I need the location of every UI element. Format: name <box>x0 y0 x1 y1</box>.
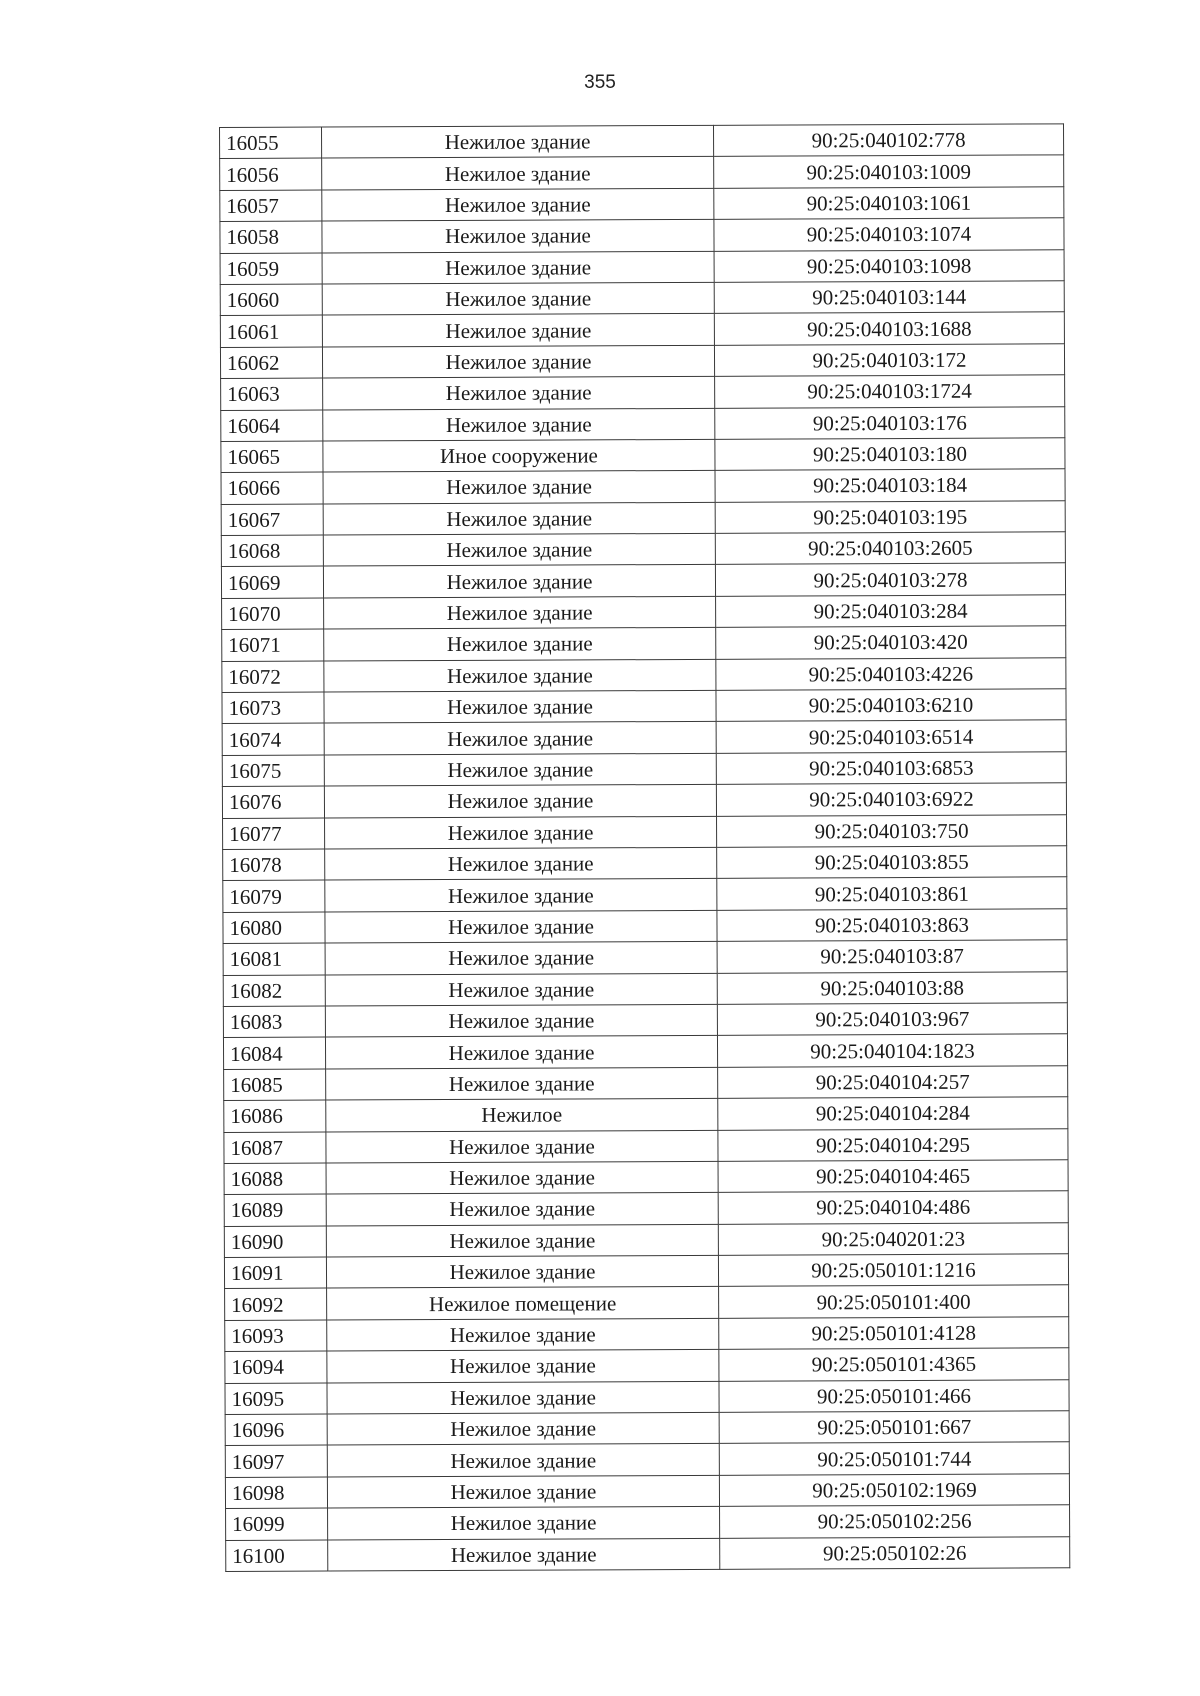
page-number: 355 <box>584 72 616 93</box>
table-row <box>223 846 1067 881</box>
cadastral-number-cell: 90:25:040102:778 <box>713 124 1063 157</box>
row-number-cell: 16084 <box>223 1037 325 1069</box>
row-number-cell: 16057 <box>220 190 322 222</box>
object-type-cell: Нежилое здание <box>323 471 715 504</box>
object-type-cell: Нежилое здание <box>325 941 717 974</box>
row-number-cell: 16094 <box>225 1351 327 1383</box>
cadastral-number-cell: 90:25:040103:1098 <box>714 249 1064 282</box>
row-number-cell: 16073 <box>222 692 324 724</box>
object-type-cell: Нежилое здание <box>327 1412 719 1445</box>
table-row <box>221 406 1065 441</box>
object-type-cell: Нежилое здание <box>325 847 717 880</box>
row-number-cell: 16089 <box>224 1194 326 1226</box>
table-row <box>223 909 1067 944</box>
row-number-cell: 16077 <box>223 818 325 850</box>
cadastral-number-cell: 90:25:050101:4365 <box>719 1348 1069 1381</box>
cadastral-number-cell: 90:25:050101:744 <box>719 1442 1069 1475</box>
cadastral-number-cell: 90:25:040103:144 <box>714 281 1064 314</box>
row-number-cell: 16098 <box>225 1477 327 1509</box>
table-row <box>220 124 1064 159</box>
object-type-cell: Нежилое здание <box>326 1224 718 1257</box>
object-type-cell: Нежилое здание <box>326 1161 718 1194</box>
row-number-cell: 16060 <box>220 284 322 316</box>
row-number-cell: 16095 <box>225 1383 327 1415</box>
table-row <box>225 1348 1069 1383</box>
row-number-cell: 16082 <box>223 975 325 1007</box>
row-number-cell: 16093 <box>225 1320 327 1352</box>
table-row <box>222 689 1066 724</box>
object-type-cell: Нежилое здание <box>325 879 717 912</box>
registry-table-body <box>220 124 1070 1572</box>
row-number-cell: 16063 <box>221 378 323 410</box>
cadastral-number-cell: 90:25:040103:1009 <box>714 155 1064 188</box>
object-type-cell: Нежилое здание <box>323 408 715 441</box>
cadastral-number-cell: 90:25:040104:1823 <box>717 1034 1067 1067</box>
cadastral-number-cell: 90:25:040103:6210 <box>716 689 1066 722</box>
object-type-cell: Нежилое здание <box>326 1255 718 1288</box>
cadastral-number-cell: 90:25:040103:1061 <box>714 187 1064 220</box>
object-type-cell: Нежилое здание <box>323 502 715 535</box>
row-number-cell: 16096 <box>225 1414 327 1446</box>
object-type-cell: Нежилое здание <box>327 1318 719 1351</box>
table-row <box>225 1285 1069 1320</box>
cadastral-number-cell: 90:25:040103:6853 <box>716 752 1066 785</box>
table-row <box>222 720 1066 755</box>
object-type-cell: Нежилое <box>326 1098 718 1131</box>
row-number-cell: 16088 <box>224 1163 326 1195</box>
cadastral-number-cell: 90:25:040103:195 <box>715 500 1065 533</box>
table-row <box>220 218 1064 253</box>
cadastral-number-cell: 90:25:040103:6922 <box>716 783 1066 816</box>
table-row <box>222 657 1066 692</box>
row-number-cell: 16072 <box>222 661 324 693</box>
object-type-cell: Нежилое здание <box>325 816 717 849</box>
object-type-cell: Нежилое здание <box>322 314 714 347</box>
object-type-cell: Нежилое здание <box>322 188 714 221</box>
cadastral-number-cell: 90:25:050101:667 <box>719 1411 1069 1444</box>
row-number-cell: 16067 <box>221 504 323 536</box>
row-number-cell: 16075 <box>222 755 324 787</box>
cadastral-number-cell: 90:25:040103:861 <box>717 877 1067 910</box>
object-type-cell: Нежилое здание <box>322 157 714 190</box>
object-type-cell: Нежилое здание <box>324 659 716 692</box>
cadastral-number-cell: 90:25:040103:863 <box>717 909 1067 942</box>
cadastral-number-cell: 90:25:040103:855 <box>717 846 1067 879</box>
cadastral-number-cell: 90:25:040201:23 <box>718 1222 1068 1255</box>
object-type-cell: Нежилое здание <box>322 125 714 158</box>
row-number-cell: 16076 <box>222 786 324 818</box>
table-row <box>225 1379 1069 1414</box>
table-row <box>226 1505 1070 1540</box>
table-row <box>226 1536 1070 1571</box>
table-row <box>225 1442 1069 1477</box>
cadastral-number-cell: 90:25:040104:257 <box>718 1066 1068 1099</box>
object-type-cell: Нежилое здание <box>322 251 714 284</box>
table-row <box>222 783 1066 818</box>
row-number-cell: 16086 <box>224 1100 326 1132</box>
table-row <box>223 971 1067 1006</box>
object-type-cell: Нежилое помещение <box>327 1287 719 1320</box>
cadastral-number-cell: 90:25:040104:465 <box>718 1160 1068 1193</box>
table-row <box>224 1097 1068 1132</box>
row-number-cell: 16061 <box>220 315 322 347</box>
row-number-cell: 16097 <box>225 1445 327 1477</box>
object-type-cell: Нежилое здание <box>327 1350 719 1383</box>
table-row <box>224 1191 1068 1226</box>
row-number-cell: 16068 <box>221 535 323 567</box>
row-number-cell: 16066 <box>221 472 323 504</box>
table-row <box>224 1160 1068 1195</box>
cadastral-number-cell: 90:25:040103:6514 <box>716 720 1066 753</box>
object-type-cell: Нежилое здание <box>325 973 717 1006</box>
row-number-cell: 16087 <box>224 1132 326 1164</box>
object-type-cell: Нежилое здание <box>323 565 715 598</box>
cadastral-number-cell: 90:25:040103:87 <box>717 940 1067 973</box>
row-number-cell: 16069 <box>221 567 323 599</box>
cadastral-number-cell: 90:25:040103:278 <box>715 563 1065 596</box>
cadastral-number-cell: 90:25:040103:4226 <box>716 657 1066 690</box>
table-row <box>223 1034 1067 1069</box>
table-row <box>220 344 1064 379</box>
cadastral-number-cell: 90:25:040103:88 <box>717 971 1067 1004</box>
cadastral-number-cell: 90:25:040103:1688 <box>714 312 1064 345</box>
row-number-cell: 16090 <box>224 1226 326 1258</box>
cadastral-number-cell: 90:25:050102:26 <box>720 1536 1070 1569</box>
row-number-cell: 16062 <box>220 347 322 379</box>
cadastral-number-cell: 90:25:040103:750 <box>717 814 1067 847</box>
cadastral-number-cell: 90:25:040104:284 <box>718 1097 1068 1130</box>
row-number-cell: 16065 <box>221 441 323 473</box>
object-type-cell: Нежилое здание <box>325 1036 717 1069</box>
object-type-cell: Нежилое здание <box>322 220 714 253</box>
object-type-cell: Нежилое здание <box>325 1004 717 1037</box>
table-row <box>222 752 1066 787</box>
row-number-cell: 16078 <box>223 849 325 881</box>
table-row <box>223 940 1067 975</box>
cadastral-number-cell: 90:25:050101:4128 <box>719 1317 1069 1350</box>
object-type-cell: Нежилое здание <box>325 910 717 943</box>
object-type-cell: Нежилое здание <box>324 722 716 755</box>
table-row <box>223 814 1067 849</box>
row-number-cell: 16059 <box>220 253 322 285</box>
table-row <box>221 500 1065 535</box>
table-row <box>220 155 1064 190</box>
row-number-cell: 16055 <box>220 127 322 159</box>
cadastral-number-cell: 90:25:040103:1074 <box>714 218 1064 251</box>
table-row <box>224 1128 1068 1163</box>
object-type-cell: Нежилое здание <box>326 1067 718 1100</box>
row-number-cell: 16058 <box>220 221 322 253</box>
row-number-cell: 16091 <box>224 1257 326 1289</box>
cadastral-number-cell: 90:25:040103:172 <box>714 344 1064 377</box>
row-number-cell: 16099 <box>226 1508 328 1540</box>
object-type-cell: Нежилое здание <box>324 753 716 786</box>
object-type-cell: Нежилое здание <box>324 785 716 818</box>
cadastral-number-cell: 90:25:050101:466 <box>719 1379 1069 1412</box>
object-type-cell: Нежилое здание <box>327 1381 719 1414</box>
table-row <box>223 877 1067 912</box>
row-number-cell: 16071 <box>222 629 324 661</box>
row-number-cell: 16081 <box>223 943 325 975</box>
table-row <box>221 532 1065 567</box>
table-row <box>220 187 1064 222</box>
cadastral-number-cell: 90:25:040103:1724 <box>715 375 1065 408</box>
table-row <box>222 626 1066 661</box>
object-type-cell: Нежилое здание <box>327 1475 719 1508</box>
cadastral-number-cell: 90:25:040103:284 <box>716 595 1066 628</box>
object-type-cell: Нежилое здание <box>326 1130 718 1163</box>
row-number-cell: 16083 <box>223 1006 325 1038</box>
table-row <box>220 312 1064 347</box>
row-number-cell: 16100 <box>226 1540 328 1572</box>
table-row <box>225 1317 1069 1352</box>
object-type-cell: Нежилое здание <box>323 376 715 409</box>
cadastral-number-cell: 90:25:050102:1969 <box>719 1474 1069 1507</box>
table-row <box>224 1254 1068 1289</box>
registry-table <box>219 123 1070 1572</box>
cadastral-number-cell: 90:25:040103:184 <box>715 469 1065 502</box>
cadastral-number-cell: 90:25:040104:486 <box>718 1191 1068 1224</box>
object-type-cell: Иное сооружение <box>323 439 715 472</box>
table-row <box>222 595 1066 630</box>
row-number-cell: 16064 <box>221 410 323 442</box>
object-type-cell: Нежилое здание <box>323 533 715 566</box>
cadastral-number-cell: 90:25:040104:295 <box>718 1128 1068 1161</box>
table-row <box>220 281 1064 316</box>
object-type-cell: Нежилое здание <box>322 282 714 315</box>
table-row <box>221 563 1065 598</box>
row-number-cell: 16092 <box>225 1288 327 1320</box>
object-type-cell: Нежилое здание <box>324 596 716 629</box>
table-row <box>221 375 1065 410</box>
cadastral-number-cell: 90:25:040103:180 <box>715 438 1065 471</box>
object-type-cell: Нежилое здание <box>324 628 716 661</box>
cadastral-number-cell: 90:25:040103:176 <box>715 406 1065 439</box>
cadastral-number-cell: 90:25:040103:420 <box>716 626 1066 659</box>
row-number-cell: 16056 <box>220 158 322 190</box>
table-row <box>224 1222 1068 1257</box>
row-number-cell: 16070 <box>222 598 324 630</box>
row-number-cell: 16079 <box>223 880 325 912</box>
object-type-cell: Нежилое здание <box>324 690 716 723</box>
object-type-cell: Нежилое здание <box>327 1444 719 1477</box>
table-row <box>220 249 1064 284</box>
cadastral-number-cell: 90:25:050101:1216 <box>718 1254 1068 1287</box>
object-type-cell: Нежилое здание <box>326 1193 718 1226</box>
row-number-cell: 16085 <box>224 1069 326 1101</box>
cadastral-number-cell: 90:25:040103:967 <box>717 1003 1067 1036</box>
table-row <box>221 438 1065 473</box>
cadastral-number-cell: 90:25:050102:256 <box>720 1505 1070 1538</box>
table-row <box>223 1003 1067 1038</box>
table-row <box>225 1411 1069 1446</box>
cadastral-number-cell: 90:25:050101:400 <box>719 1285 1069 1318</box>
row-number-cell: 16074 <box>222 723 324 755</box>
object-type-cell: Нежилое здание <box>328 1507 720 1540</box>
object-type-cell: Нежилое здание <box>328 1538 720 1571</box>
table-row <box>225 1474 1069 1509</box>
cadastral-number-cell: 90:25:040103:2605 <box>715 532 1065 565</box>
row-number-cell: 16080 <box>223 912 325 944</box>
object-type-cell: Нежилое здание <box>322 345 714 378</box>
table-row <box>224 1066 1068 1101</box>
table-row <box>221 469 1065 504</box>
